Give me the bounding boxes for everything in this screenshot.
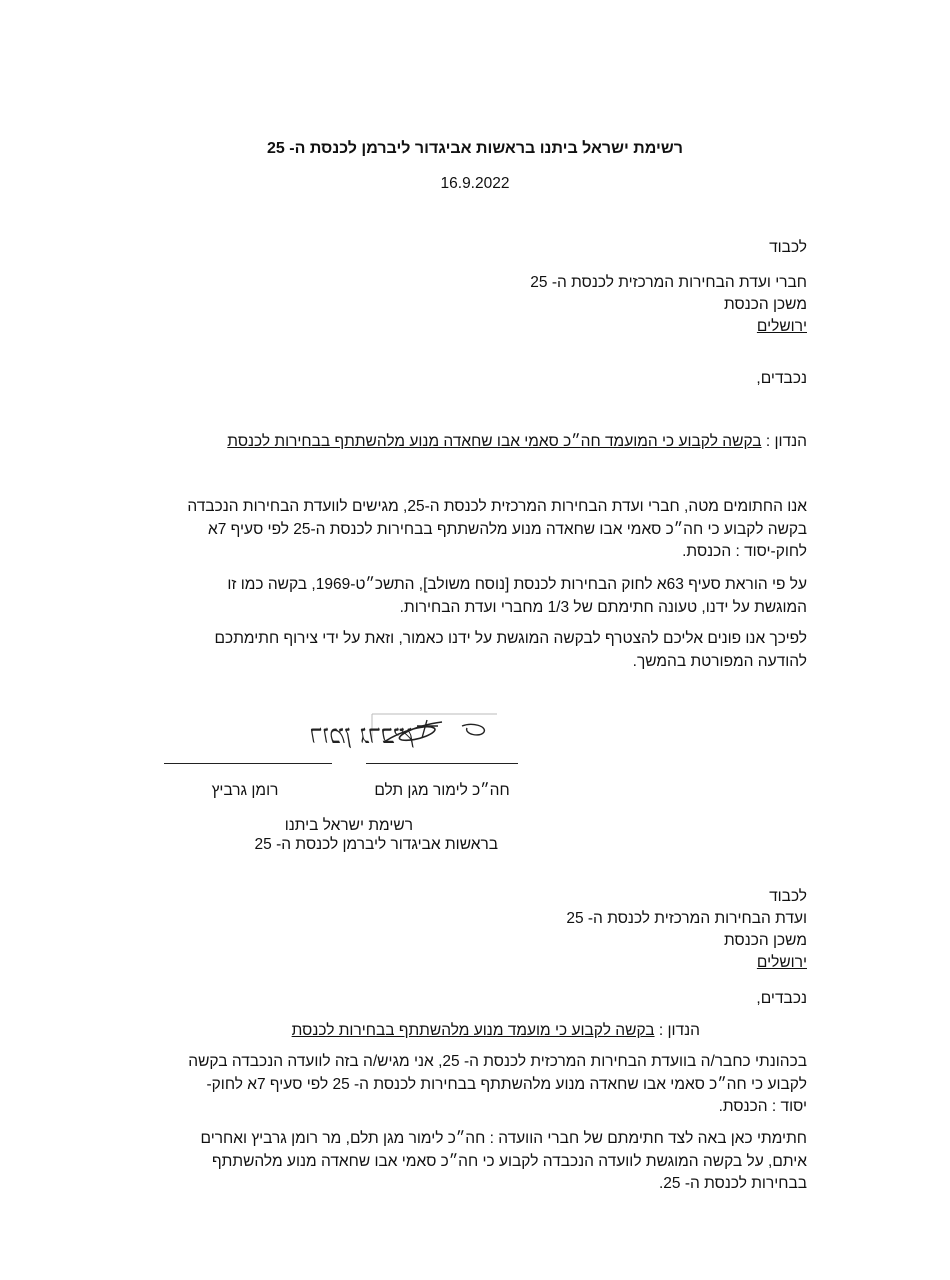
salutation-to: לכבוד — [769, 888, 807, 905]
recipient-line: חברי ועדת הבחירות המרכזית לכנסת ה- 25 — [530, 274, 807, 291]
subject-text: בקשה לקבוע כי מועמד מנוע מלהשתתף בבחירות לכנסת — [291, 1022, 655, 1039]
recipient-city: ירושלים — [756, 954, 807, 971]
paragraph-line: לקבוע כי חה״כ סאמי אבו שחאדה מנוע מלהשתתף בבחירות לכנסת ה- 25 לפי סעיף 7א לחוק- — [206, 1075, 807, 1093]
recipient-line: ועדת הבחירות המרכזית לכנסת ה- 25 — [566, 910, 807, 927]
paragraph — [132, 574, 807, 619]
paragraph-line: בבחירות לכנסת ה- 25. — [658, 1175, 807, 1192]
paragraph-line: אנו החתומים מטה, חברי ועדת הבחירות המרכזית לכנסת ה-25, מגישים לוועדת הבחירות הנכבדה — [187, 498, 807, 515]
paragraph-line: המוגשת על ידנו, טעונה חתימתם של 1/3 מחברי ועדת הבחירות. — [399, 598, 807, 616]
letter-date: 16.9.2022 — [440, 175, 510, 192]
party-line: רשימת ישראל ביתנו — [284, 817, 413, 834]
paragraph-line: יסוד : הכנסת. — [718, 1098, 807, 1115]
signature-line — [366, 763, 518, 764]
signatory-name: רומן גרביץ — [211, 782, 279, 799]
recipient-line: משכן הכנסת — [724, 296, 807, 313]
signatory-name: חה״כ לימור מגן תלם — [374, 782, 510, 799]
paragraph — [132, 628, 807, 673]
recipient-city: ירושלים — [756, 318, 807, 335]
greeting: נכבדים, — [756, 370, 807, 387]
signature-text: רומן גרביץ — [310, 720, 414, 750]
paragraph-line: להודעה המפורטת בהמשך. — [632, 652, 807, 670]
signature-image — [222, 717, 414, 753]
paragraph-line: לחוק-יסוד : הכנסת. — [682, 543, 807, 560]
signature-line — [164, 763, 332, 764]
paragraph-line: חתימתי כאן באה לצד חתימתם של חברי הוועדה : חה״כ לימור מגן תלם, מר רומן גרביץ ואחרים — [200, 1130, 807, 1147]
subject-prefix: הנדון : — [658, 1022, 700, 1039]
party-line: בראשות אביגדור ליברמן לכנסת ה- 25 — [254, 836, 498, 853]
subject-line — [292, 1020, 700, 1042]
subject-prefix: הנדון : — [765, 433, 807, 450]
paragraph-line: על פי הוראת סעיף 63א לחוק הבחירות לכנסת [נוסח משולב], התשכ״ט-1969, בקשה כמו זו — [227, 576, 807, 593]
recipient-line: משכן הכנסת — [724, 932, 807, 949]
paragraph-line: בקשה לקבוע כי חה״כ סאמי אבו שחאדה מנוע מלהשתתף בבחירות לכנסת ה-25 לפי סעיף 7א — [208, 520, 807, 538]
salutation-to: לכבוד — [769, 239, 807, 256]
paragraph — [132, 1051, 807, 1119]
letter-title: רשימת ישראל ביתנו בראשות אביגדור ליברמן לכנסת ה- 25 — [267, 140, 683, 157]
paragraph — [132, 496, 807, 564]
subject-text: בקשה לקבוע כי המועמד חה״כ סאמי אבו שחאדה מנוע מלהשתתף בבחירות לכנסת — [227, 433, 762, 450]
greeting: נכבדים, — [756, 990, 807, 1007]
paragraph-line: לפיכך אנו פונים אליכם להצטרף לבקשה המוגשת על ידנו כאמור, וזאת על ידי צירוף חתימתכם — [214, 630, 807, 647]
subject-line — [227, 431, 807, 453]
paragraph-line: בכהונתי כחבר/ה בוועדת הבחירות המרכזית לכנסת ה- 25, אני מגיש/ה בזה לוועדה הנכבדה בקשה — [188, 1053, 807, 1070]
paragraph — [132, 1128, 807, 1196]
paragraph-line: איתם, על בקשה המוגשת לוועדה הנכבדה לקבוע כי חה״כ סאמי אבו שחאדה מנוע מלהשתתף — [212, 1152, 807, 1170]
